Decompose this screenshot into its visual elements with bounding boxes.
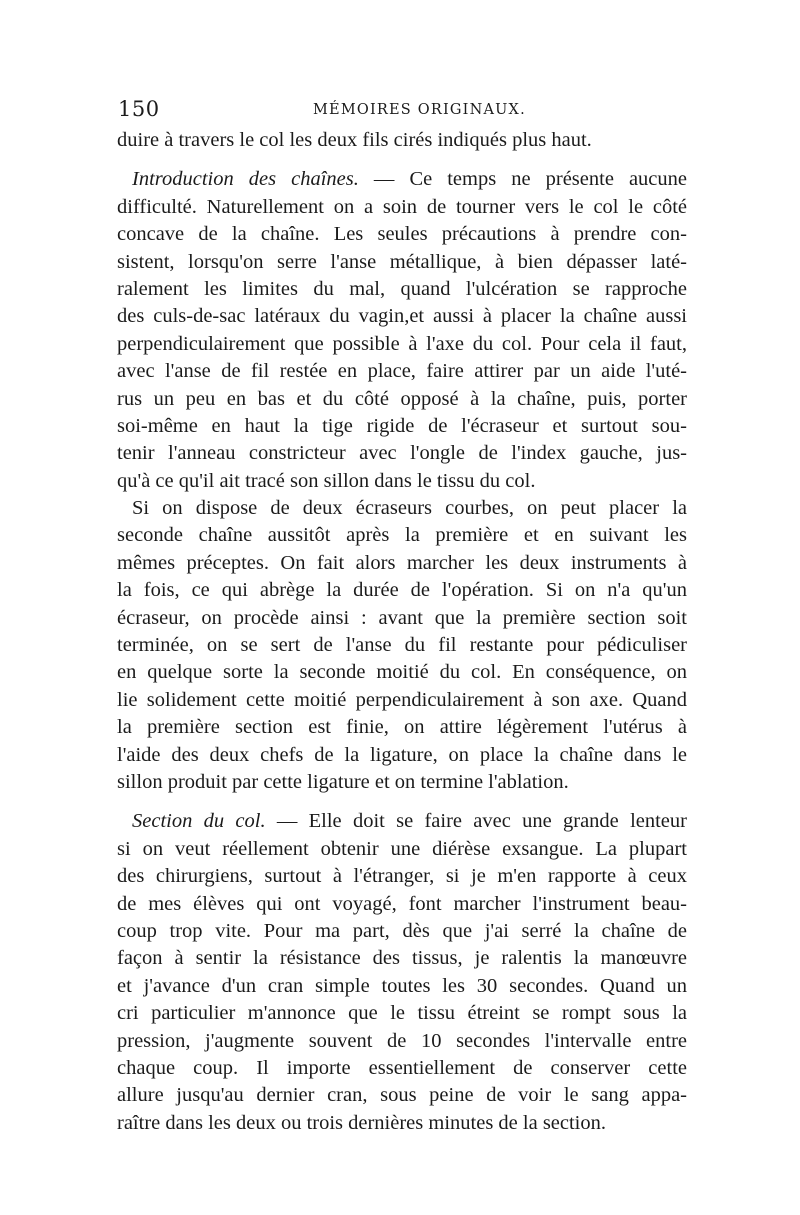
text-line: duire à travers le col les deux fils cirés indiqués plus haut. [117, 129, 592, 151]
text-line: des chirurgiens, surtout à l'étranger, si je m'en rapporte à ceux [117, 865, 687, 888]
text-line: pression, j'augmente souvent de 10 secondes l'intervalle entre [117, 1029, 687, 1052]
text-line: concave de la chaîne. Les seules précautions à prendre con- [117, 223, 687, 246]
section-heading: Introduction des chaînes. [132, 168, 359, 191]
text-line: sistent, lorsqu'on serre l'anse métallique, à bien dépasser laté- [117, 250, 687, 273]
heading-line-text: — Elle doit se faire avec une grande lenteur [265, 810, 687, 833]
text-line: Si on dispose de deux écraseurs courbes, on peut placer la [132, 497, 687, 520]
text-line: difficulté. Naturellement on a soin de tourner vers le col le côté [117, 195, 687, 218]
paragraph-continuation [117, 127, 687, 154]
paragraph-section-du-col [117, 808, 687, 1137]
text-line: allure jusqu'au dernier cran, sous peine de voir le sang appa- [117, 1084, 687, 1107]
page-number: 150 [118, 97, 160, 121]
text-line: et j'avance d'un cran simple toutes les 30 secondes. Quand un [117, 974, 687, 997]
running-title: MÉMOIRES ORIGINAUX. [313, 102, 526, 118]
text-line: en quelque sorte la seconde moitié du col. En conséquence, on [117, 661, 687, 684]
text-line: avec l'anse de fil restée en place, faire attirer par un aide l'uté- [117, 360, 687, 383]
text-line: rus un peu en bas et du côté opposé à la chaîne, puis, porter [117, 387, 687, 410]
text-line: mêmes préceptes. On fait alors marcher les deux instruments à [117, 551, 687, 574]
text-line: terminée, on se sert de l'anse du fil restante pour pédiculiser [117, 634, 687, 657]
text-line: lie solidement cette moitié perpendiculairement à son axe. Quand [117, 688, 687, 711]
body-text [117, 127, 687, 1137]
heading-line-text: — Ce temps ne présente aucune [358, 168, 687, 191]
text-line [117, 166, 687, 193]
text-line: seconde chaîne aussitôt après la première et en suivant les [117, 524, 687, 547]
text-line: qu'à ce qu'il ait tracé son sillon dans le tissu du col. [117, 469, 536, 492]
text-line: sillon produit par cette ligature et on termine l'ablation. [117, 770, 569, 793]
text-line: cri particulier m'annonce que le tissu étreint se rompt sous la [117, 1002, 687, 1025]
paragraph-deux-ecraseurs [117, 495, 687, 796]
text-line: la première section est finie, on attire légèrement l'utérus à [117, 716, 687, 739]
text-line: tenir l'anneau constricteur avec l'ongle de l'index gauche, jus- [117, 442, 687, 465]
text-line: chaque coup. Il importe essentiellement de conserver cette [117, 1056, 687, 1079]
text-line: perpendiculairement que possible à l'axe du col. Pour cela il faut, [117, 332, 687, 355]
paragraph-introduction-chaines [117, 166, 687, 495]
text-line: l'aide des deux chefs de la ligature, on place la chaîne dans le [117, 743, 687, 766]
text-line: raître dans les deux ou trois dernières minutes de la section. [117, 1111, 607, 1134]
section-heading: Section du col. [132, 810, 266, 833]
text-line: coup trop vite. Pour ma part, dès que j'ai serré la chaîne de [117, 919, 687, 942]
text-line: soi-même en haut la tige rigide de l'écraseur et surtout sou- [117, 414, 687, 437]
text-line: ralement les limites du mal, quand l'ulcération se rapproche [117, 277, 687, 300]
text-line: façon à sentir la résistance des tissus, je ralentis la manœuvre [117, 947, 687, 970]
text-line [117, 808, 687, 835]
text-line: écraseur, on procède ainsi : avant que la première section soit [117, 606, 687, 629]
page-header [118, 97, 688, 127]
text-line: la fois, ce qui abrège la durée de l'opération. Si on n'a qu'un [117, 579, 687, 602]
text-line: des culs-de-sac latéraux du vagin,et aussi à placer la chaîne aussi [117, 305, 687, 328]
text-line: si on veut réellement obtenir une diérèse exsangue. La plupart [117, 837, 687, 860]
text-line: de mes élèves qui ont voyagé, font marcher l'instrument beau- [117, 892, 687, 915]
